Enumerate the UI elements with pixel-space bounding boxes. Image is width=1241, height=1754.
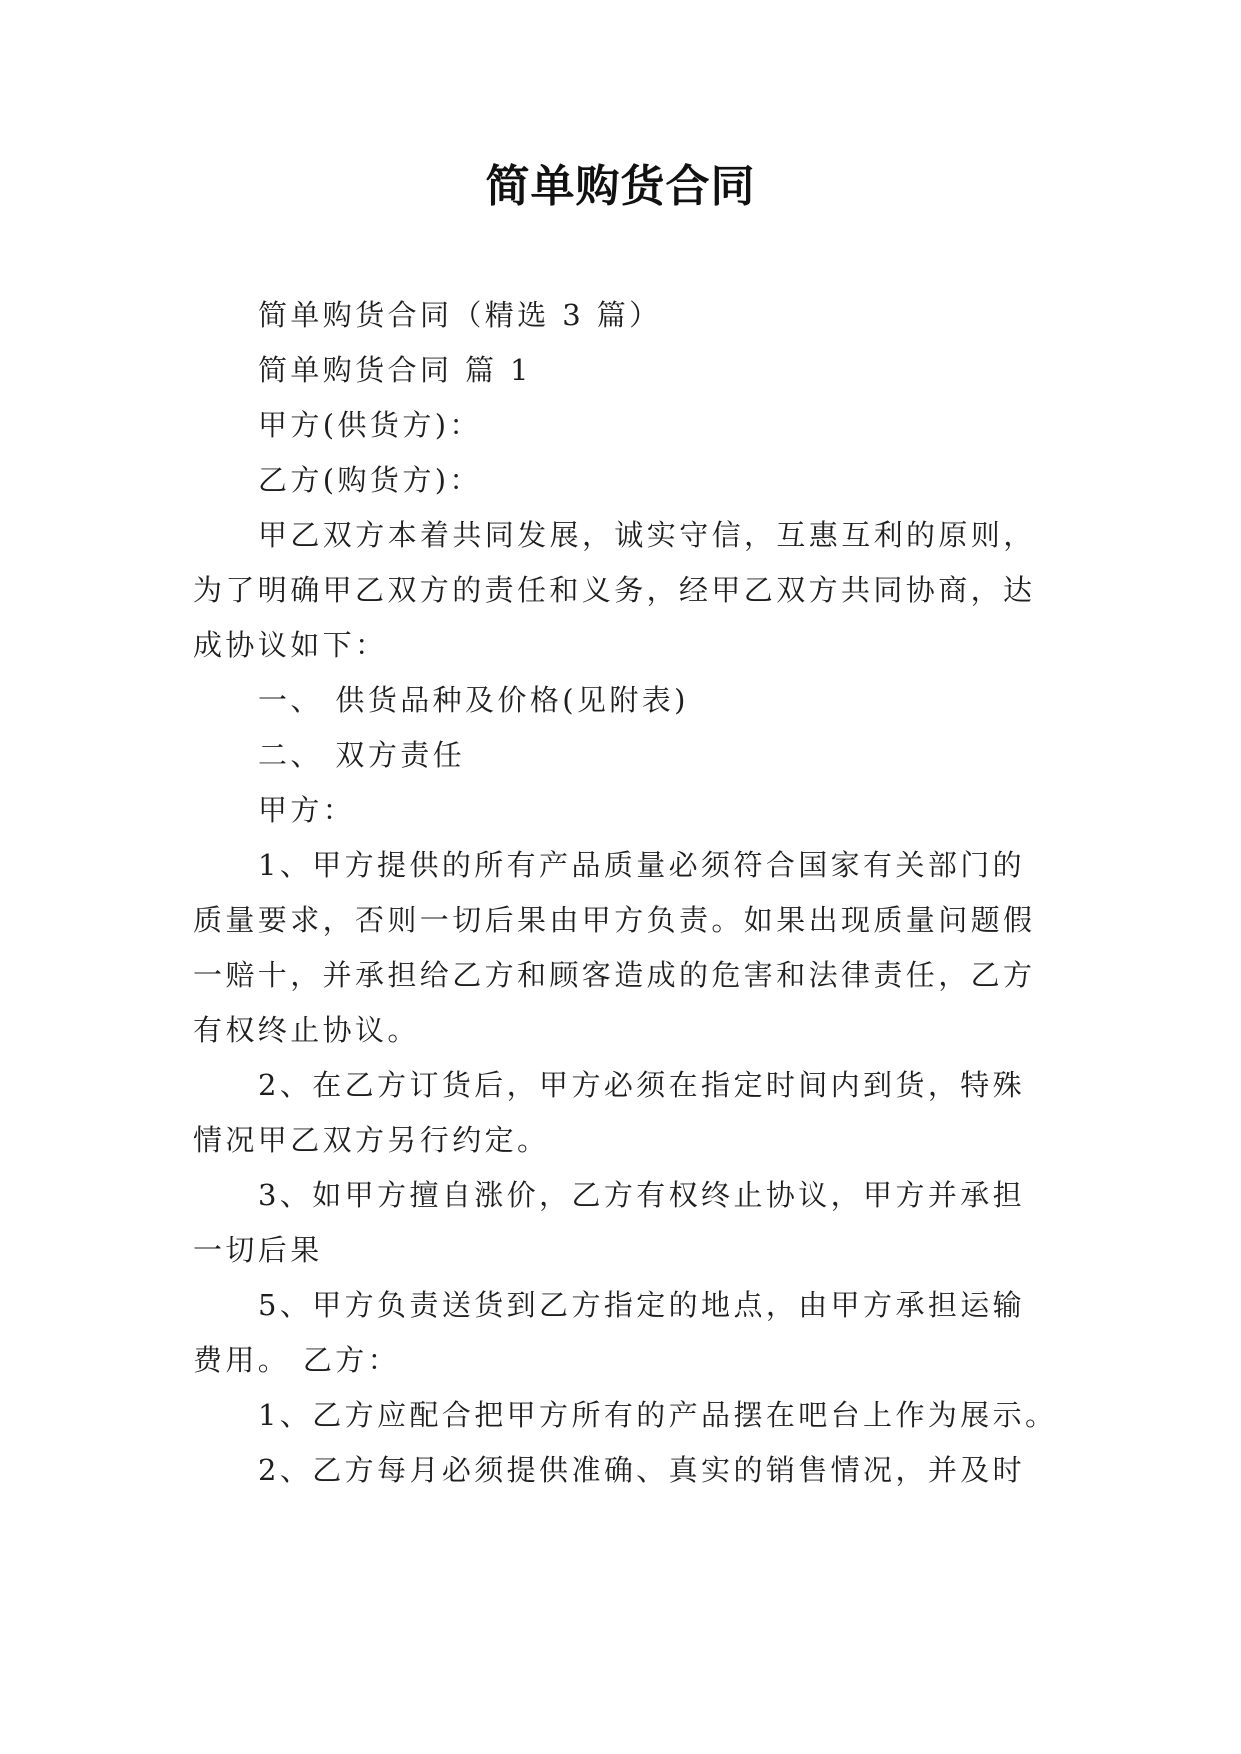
doc-section-heading: 简单购货合同 篇 1 xyxy=(258,353,532,387)
body-text-line: 成协议如下： xyxy=(193,628,388,662)
clause-heading: 一、 供货品种及价格(见附表) xyxy=(258,683,689,717)
body-text-line: 有权终止协议。 xyxy=(193,1013,420,1047)
clause-heading: 二、 双方责任 xyxy=(258,738,466,772)
party-label: 甲方： xyxy=(258,793,356,827)
body-text-line: 情况甲乙双方另行约定。 xyxy=(193,1123,550,1157)
body-text-line: 质量要求，否则一切后果由甲方负责。如果出现质量问题假 xyxy=(193,903,1036,937)
body-text-line: 费用。 乙方： xyxy=(193,1343,401,1377)
body-text-line: 5、甲方负责送货到乙方指定的地点，由甲方承担运输 xyxy=(258,1288,1026,1322)
document-title: 简单购货合同 xyxy=(485,161,756,212)
body-text-line: 1、甲方提供的所有产品质量必须符合国家有关部门的 xyxy=(258,848,1026,882)
party-b-line: 乙方(购货方)： xyxy=(258,463,482,497)
body-text-line: 2、在乙方订货后，甲方必须在指定时间内到货，特殊 xyxy=(258,1068,1026,1102)
body-text-line: 1、乙方应配合把甲方所有的产品摆在吧台上作为展示。 xyxy=(258,1398,1058,1432)
body-text-line: 甲乙双方本着共同发展，诚实守信，互惠互利的原则， xyxy=(258,518,1036,552)
body-text-line: 为了明确甲乙双方的责任和义务，经甲乙双方共同协商，达 xyxy=(193,573,1036,607)
body-text-line: 一赔十，并承担给乙方和顾客造成的危害和法律责任，乙方 xyxy=(193,958,1036,992)
body-text-line: 3、如甲方擅自涨价，乙方有权终止协议，甲方并承担 xyxy=(258,1178,1026,1212)
party-a-line: 甲方(供货方)： xyxy=(258,408,482,442)
body-text-line: 一切后果 xyxy=(193,1233,323,1267)
doc-subtitle: 简单购货合同（精选 3 篇） xyxy=(258,298,662,332)
body-text-line: 2、乙方每月必须提供准确、真实的销售情况，并及时 xyxy=(258,1453,1026,1487)
